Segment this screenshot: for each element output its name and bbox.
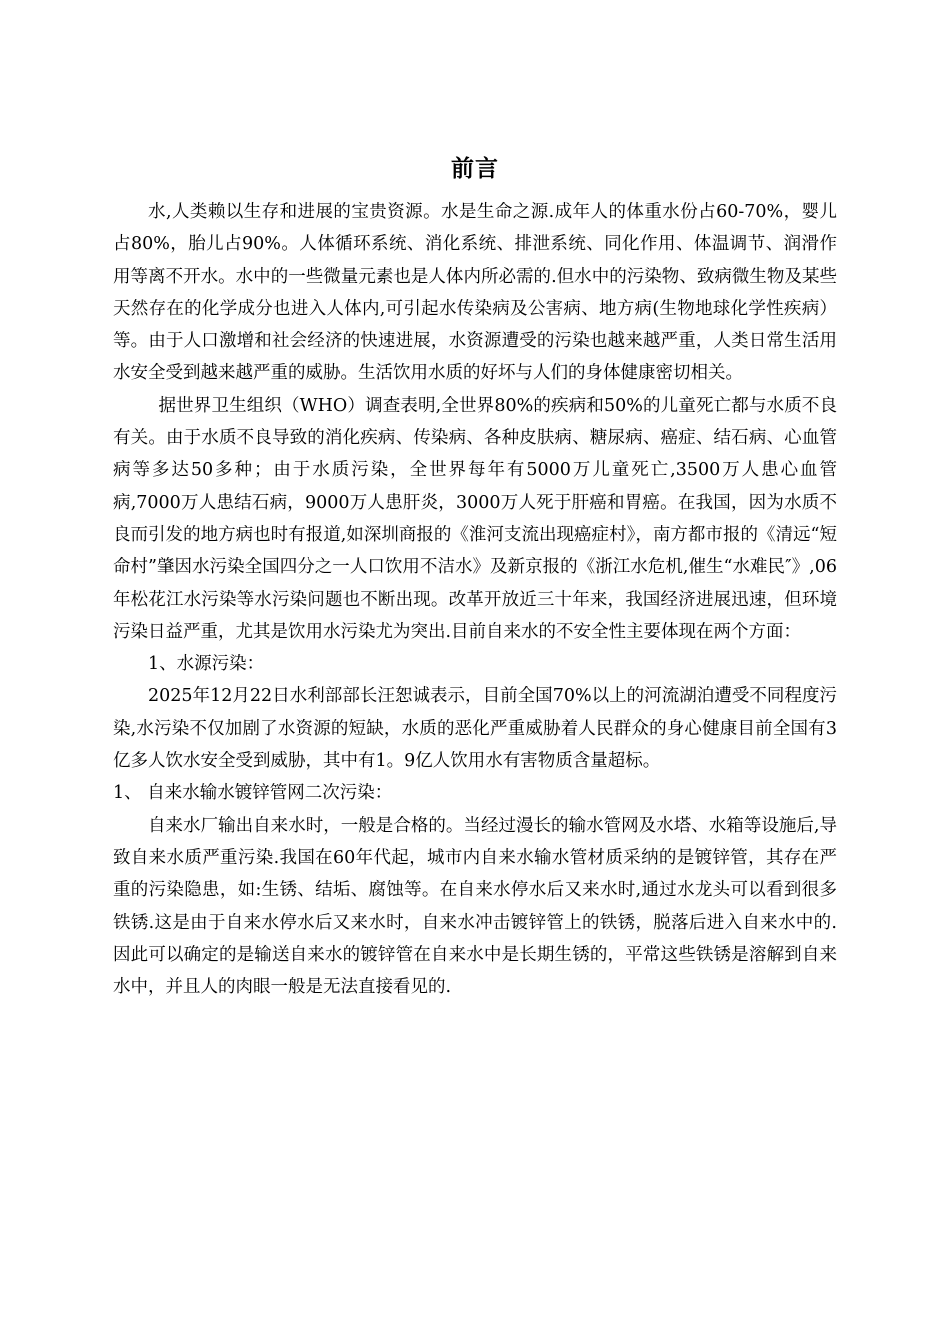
document-body	[113, 196, 837, 1003]
paragraph-water-importance: 水,人类赖以生存和进展的宝贵资源。水是生命之源.成年人的体重水份占60-70%，婴儿占80%，胎儿占90%。人体循环系统、消化系统、排泄系统、同化作用、体温调节、润滑作用等离不开水。水中的一些微量元素也是人体内所必需的.但水中的污染物、致病微生物及某些天然存在的化学成分也进入人体内,可引起水传染病及公害病、地方病(生物地球化学性疾病）等。由于人口激增和社会经济的快速进展，水资源遭受的污染也越来越严重，人类日常生活用水安全受到越来越严重的威胁。生活饮用水质的好坏与人们的身体健康密切相关。	[113, 202, 837, 384]
section-heading-pipe-pollution: 1、 自来水输水镀锌管网二次污染：	[113, 783, 393, 804]
paragraph-who-survey: 据世界卫生组织（WHO）调查表明,全世界80%的疾病和50%的儿童死亡都与水质不良有关。由于水质不良导致的消化疾病、传染病、各种皮肤病、糖尿病、癌症、结石病、心血管病等多达50多种；由于水质污染，全世界每年有5000万儿童死亡,3500万人患心血管病,7000万人患结石病，9000万人患肝炎，3000万人死于肝癌和胃癌。在我国，因为水质不良而引发的地方病也时有报道,如深圳商报的《淮河支流出现癌症村》，南方都市报的《清远“短命村”肇因水污染全国四分之一人口饮用不洁水》及新京报的《浙江水危机,催生“水难民″》,06年松花江水污染等水污染问题也不断出现。改革开放近三十年来，我国经济进展迅速，但环境污染日益严重，尤其是饮用水污染尤为突出.目前自来水的不安全性主要体现在两个方面：	[113, 395, 837, 642]
section-heading-water-source: 1、水源污染：	[148, 654, 265, 675]
paragraph-water-source-pollution: 2025年12月22日水利部部长汪恕诚表示，目前全国70%以上的河流湖泊遭受不同程度污染,水污染不仅加剧了水资源的短缺，水质的恶化严重威胁着人民群众的身心健康目前全国有3亿多人饮水安全受到威胁，其中有1。9亿人饮用水有害物质含量超标。	[113, 686, 837, 772]
page-title: 前言	[451, 156, 499, 182]
paragraph-pipe-pollution: 自来水厂输出自来水时，一般是合格的。当经过漫长的输水管网及水塔、水箱等设施后,导致自来水质严重污染.我国在60年代起，城市内自来水输水管材质采纳的是镀锌管，其存在严重的污染隐患，如:生锈、结垢、腐蚀等。在自来水停水后又来水时,通过水龙头可以看到很多铁锈.这是由于自来水停水后又来水时，自来水冲击镀锌管上的铁锈，脱落后进入自来水中的.因此可以确定的是输送自来水的镀锌管在自来水中是长期生锈的，平常这些铁锈是溶解到自来水中，并且人的肉眼一般是无法直接看见的.	[113, 815, 837, 998]
